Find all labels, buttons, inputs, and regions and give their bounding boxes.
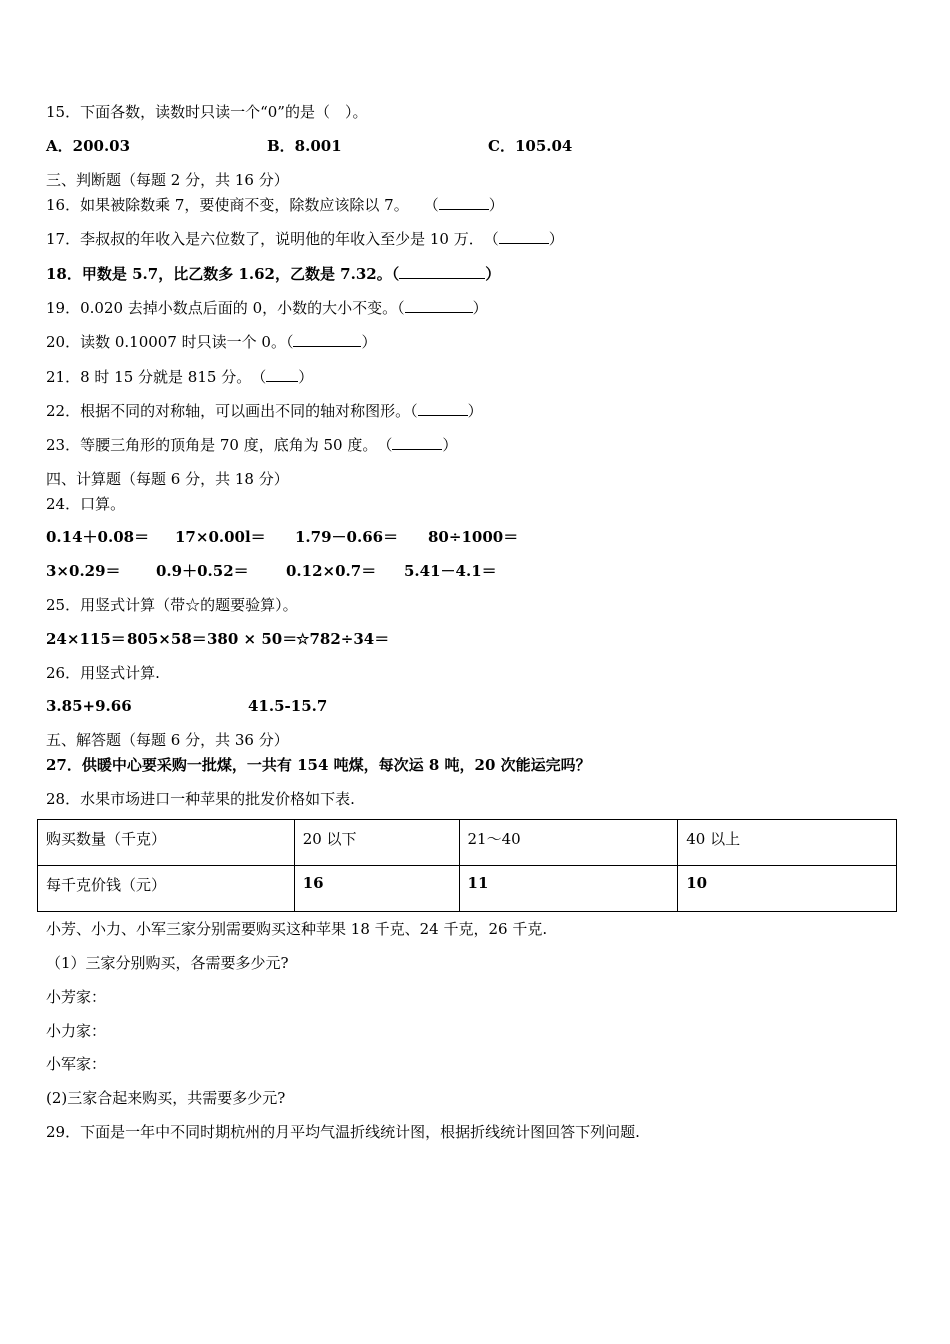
table-cell: 16 [294, 866, 459, 912]
question-20 [46, 332, 376, 352]
vertical-calc-item: 805×58＝ [127, 630, 207, 648]
price-table [37, 819, 897, 912]
answer-label-fang: 小芳家： [46, 988, 107, 1006]
question-28: 28．水果市场进口一种苹果的批发价格如下表. [46, 790, 355, 808]
table-cell: 40 以上 [678, 820, 897, 866]
table-cell: 每千克价钱（元） [38, 866, 295, 912]
paren-close: ） [467, 402, 483, 420]
section-title-calculation: 四、计算题（每题 6 分，共 18 分） [46, 470, 289, 488]
question-27: 27．供暖中心要采购一批煤，一共有 154 吨煤，每次运 8 吨，20 次能运完吗？ [46, 756, 591, 774]
question-text: 23．等腰三角形的顶角是 70 度，底角为 50 度。 （ [46, 436, 393, 454]
oral-calc-item: 0.14＋0.08＝ [46, 528, 150, 546]
vertical-calc-item: 3.85+9.66 [46, 697, 132, 715]
paren-close: ） [485, 265, 501, 283]
question-17 [46, 229, 564, 249]
question-25: 25．用竖式计算（带☆的题要验算）。 [46, 596, 298, 614]
answer-blank[interactable] [399, 264, 485, 279]
q28-description: 小芳、小力、小军三家分别需要购买这种苹果 18 千克、24 千克，26 千克. [46, 920, 548, 938]
answer-label-jun: 小军家： [46, 1055, 107, 1073]
question-15: 15．下面各数，读数时只读一个“0”的是（ ）。 [46, 103, 368, 121]
table-cell: 20 以下 [294, 820, 459, 866]
answer-blank[interactable] [405, 298, 473, 313]
section-title-word-problems: 五、解答题（每题 6 分，共 36 分） [46, 731, 289, 749]
question-text: 16．如果被除数乘 7，要使商不变，除数应该除以 7。 （ [46, 196, 439, 214]
paren-close: ） [488, 196, 504, 214]
question-24: 24．口算。 [46, 495, 126, 513]
table-row [38, 820, 897, 866]
question-26: 26．用竖式计算. [46, 664, 160, 682]
answer-blank[interactable] [418, 401, 468, 416]
question-text: 20．读数 0.10007 时只读一个 0。（ [46, 333, 294, 351]
paren-close: ） [548, 230, 564, 248]
question-22 [46, 401, 483, 421]
oral-calc-item: 17×0.00l＝ [175, 528, 266, 546]
q28-sub-1: （1）三家分别购买，各需要多少元? [46, 954, 289, 972]
table-cell: 21～40 [459, 820, 678, 866]
question-text: 17．李叔叔的年收入是六位数了，说明他的年收入至少是 10 万． （ [46, 230, 499, 248]
answer-blank[interactable] [439, 195, 489, 210]
table-cell: 购买数量（千克） [38, 820, 295, 866]
vertical-calc-item: ☆782÷34＝ [296, 630, 390, 648]
answer-label-li: 小力家： [46, 1022, 107, 1040]
oral-calc-item: 80÷1000＝ [428, 528, 519, 546]
question-text: 21．8 时 15 分就是 815 分。 （ [46, 368, 267, 386]
option-b: B．8.001 [267, 137, 342, 155]
q28-sub-2: (2)三家合起来购买，共需要多少元? [46, 1089, 286, 1107]
vertical-calc-item: 41.5-15.7 [248, 697, 328, 715]
answer-blank[interactable] [293, 332, 361, 347]
paren-close: ） [298, 368, 314, 386]
question-23 [46, 435, 457, 455]
vertical-calc-item: 380 × 50＝ [207, 630, 298, 648]
section-title-judgement: 三、判断题（每题 2 分，共 16 分） [46, 171, 289, 189]
question-21 [46, 367, 313, 387]
question-text: 19．0.020 去掉小数点后面的 0，小数的大小不变。（ [46, 299, 405, 317]
oral-calc-item: 0.12×0.7＝ [286, 562, 377, 580]
paren-close: ） [361, 333, 377, 351]
answer-blank[interactable] [499, 229, 549, 244]
table-cell: 10 [678, 866, 897, 912]
question-text: 22．根据不同的对称轴，可以画出不同的轴对称图形。（ [46, 402, 418, 420]
paren-close: ） [442, 436, 458, 454]
table-row [38, 866, 897, 912]
option-c: C．105.04 [488, 137, 573, 155]
table-cell: 11 [459, 866, 678, 912]
question-29: 29．下面是一年中不同时期杭州的月平均气温折线统计图，根据折线统计图回答下列问题. [46, 1123, 640, 1141]
answer-blank[interactable] [266, 367, 298, 382]
question-text: 18．甲数是 5.7，比乙数多 1.62，乙数是 7.32。（ [46, 265, 400, 283]
question-18 [46, 264, 500, 284]
oral-calc-item: 0.9＋0.52＝ [156, 562, 249, 580]
paren-close: ） [472, 299, 488, 317]
answer-blank[interactable] [392, 435, 442, 450]
question-19 [46, 298, 488, 318]
oral-calc-item: 5.41－4.1＝ [404, 562, 497, 580]
oral-calc-item: 3×0.29＝ [46, 562, 121, 580]
option-a: A．200.03 [46, 137, 131, 155]
question-16 [46, 195, 504, 215]
oral-calc-item: 1.79－0.66＝ [295, 528, 399, 546]
vertical-calc-item: 24×115＝ [46, 630, 126, 648]
